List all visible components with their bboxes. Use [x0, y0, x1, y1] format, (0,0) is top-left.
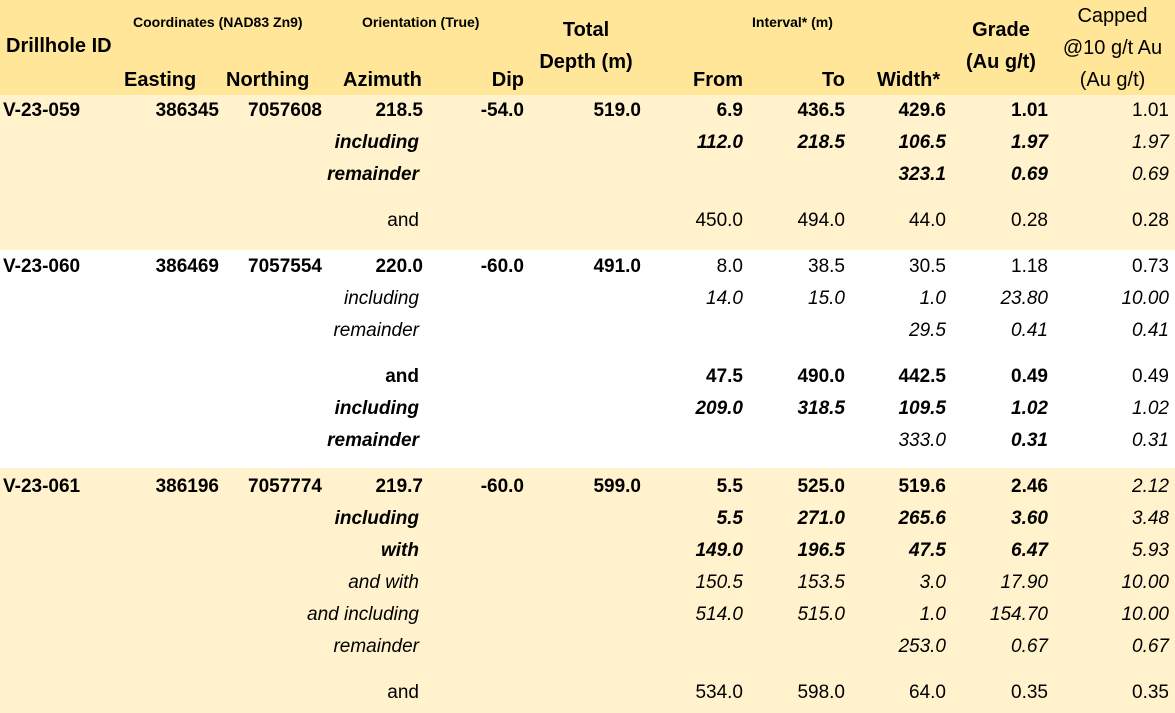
cell-to: 196.5 — [797, 540, 845, 561]
cell-azimuth: 219.7 — [375, 476, 423, 497]
cell-dip: -54.0 — [480, 100, 524, 121]
cell-from: 6.9 — [716, 100, 743, 121]
cell-width: 519.6 — [898, 476, 946, 497]
cell-label: remainder — [327, 430, 419, 451]
header-azimuth: Azimuth — [343, 69, 422, 91]
cell-capped: 2.12 — [1132, 476, 1169, 497]
cell-from: 5.5 — [716, 508, 743, 529]
cell-label: and — [387, 210, 419, 231]
cell-to: 271.0 — [797, 508, 845, 529]
cell-from: 534.0 — [695, 682, 743, 703]
cell-easting: 386345 — [155, 100, 219, 121]
cell-label: remainder — [327, 164, 419, 185]
cell-grade: 1.02 — [1011, 398, 1048, 419]
cell-to: 218.5 — [797, 132, 845, 153]
cell-label: including — [344, 288, 419, 309]
header-depth: Depth (m) — [539, 51, 633, 73]
header-easting: Easting — [124, 69, 197, 91]
header-grade: Grade — [972, 19, 1030, 41]
cell-capped: 0.41 — [1132, 320, 1169, 341]
cell-width: 64.0 — [909, 682, 946, 703]
cell-width: 1.0 — [919, 288, 946, 309]
header-grade-unit: (Au g/t) — [966, 51, 1036, 73]
cell-to: 38.5 — [808, 256, 845, 277]
cell-from: 450.0 — [695, 210, 743, 231]
cell-easting: 386469 — [155, 256, 219, 277]
header-total: Total — [562, 19, 610, 41]
cell-from: 5.5 — [716, 476, 743, 497]
cell-capped: 0.35 — [1132, 682, 1169, 703]
cell-northing: 7057774 — [248, 476, 322, 497]
cell-width: 109.5 — [898, 398, 946, 419]
cell-to: 153.5 — [797, 572, 845, 593]
cell-width: 323.1 — [898, 164, 946, 185]
header-dip: Dip — [491, 69, 524, 91]
cell-northing: 7057608 — [248, 100, 322, 121]
cell-grade: 2.46 — [1011, 476, 1048, 497]
cell-width: 265.6 — [898, 508, 946, 529]
cell-label: remainder — [333, 636, 419, 657]
header-capped: Capped — [1077, 5, 1148, 27]
cell-to: 490.0 — [797, 366, 845, 387]
header-northing: Northing — [226, 69, 310, 91]
cell-capped: 0.49 — [1132, 366, 1169, 387]
cell-capped: 0.73 — [1132, 256, 1169, 277]
cell-from: 514.0 — [695, 604, 743, 625]
cell-capped: 0.69 — [1132, 164, 1169, 185]
cell-grade: 0.35 — [1011, 682, 1048, 703]
header-orientation: Orientation (True) — [362, 14, 480, 30]
cell-capped: 0.28 — [1132, 210, 1169, 231]
cell-grade: 6.47 — [1011, 540, 1048, 561]
cell-from: 14.0 — [706, 288, 743, 309]
cell-label: and — [387, 682, 419, 703]
cell-width: 333.0 — [898, 430, 946, 451]
cell-depth: 599.0 — [593, 476, 641, 497]
header-interval: Interval* (m) — [752, 14, 833, 30]
cell-to: 525.0 — [797, 476, 845, 497]
cell-grade: 0.69 — [1011, 164, 1048, 185]
cell-grade: 1.01 — [1011, 100, 1048, 121]
header-capped-unit: (Au g/t) — [1079, 69, 1146, 91]
cell-capped: 0.67 — [1132, 636, 1169, 657]
header-drillhole-id: Drillhole ID — [6, 35, 112, 57]
cell-width: 253.0 — [898, 636, 946, 657]
cell-label: and including — [307, 604, 419, 625]
cell-capped: 5.93 — [1132, 540, 1169, 561]
cell-width: 30.5 — [909, 256, 946, 277]
cell-hole: V-23-059 — [3, 100, 81, 121]
cell-width: 442.5 — [898, 366, 946, 387]
header-capped-threshold: @10 g/t Au — [1062, 37, 1163, 59]
cell-from: 8.0 — [716, 256, 743, 277]
cell-grade: 0.49 — [1011, 366, 1048, 387]
cell-capped: 10.00 — [1121, 572, 1169, 593]
cell-width: 106.5 — [898, 132, 946, 153]
cell-capped: 0.31 — [1132, 430, 1169, 451]
cell-hole: V-23-061 — [3, 476, 81, 497]
cell-grade: 1.97 — [1011, 132, 1048, 153]
header-to: To — [822, 69, 845, 91]
cell-width: 3.0 — [919, 572, 946, 593]
cell-from: 112.0 — [696, 132, 743, 153]
cell-grade: 0.67 — [1011, 636, 1048, 657]
cell-hole: V-23-060 — [3, 256, 81, 277]
cell-northing: 7057554 — [248, 256, 322, 277]
cell-to: 436.5 — [797, 100, 845, 121]
cell-label: including — [334, 132, 419, 153]
cell-width: 1.0 — [919, 604, 946, 625]
cell-label: remainder — [333, 320, 419, 341]
cell-depth: 519.0 — [593, 100, 641, 121]
cell-from: 150.5 — [695, 572, 743, 593]
cell-width: 429.6 — [898, 100, 946, 121]
cell-from: 209.0 — [695, 398, 743, 419]
cell-label: including — [334, 508, 419, 529]
cell-grade: 23.80 — [1000, 288, 1048, 309]
cell-label: including — [334, 398, 419, 419]
cell-dip: -60.0 — [480, 256, 524, 277]
cell-grade: 3.60 — [1011, 508, 1048, 529]
cell-width: 44.0 — [909, 210, 946, 231]
cell-to: 494.0 — [797, 210, 845, 231]
cell-to: 318.5 — [797, 398, 845, 419]
cell-easting: 386196 — [155, 476, 219, 497]
cell-to: 15.0 — [808, 288, 845, 309]
cell-grade: 0.28 — [1011, 210, 1048, 231]
cell-label: with — [381, 540, 419, 561]
cell-azimuth: 218.5 — [375, 100, 423, 121]
cell-capped: 10.00 — [1121, 288, 1169, 309]
cell-grade: 0.41 — [1011, 320, 1048, 341]
cell-label: and — [385, 366, 419, 387]
cell-capped: 1.02 — [1132, 398, 1169, 419]
cell-capped: 1.97 — [1132, 132, 1169, 153]
cell-grade: 154.70 — [989, 604, 1048, 625]
header-width: Width* — [877, 69, 941, 91]
cell-from: 47.5 — [706, 366, 743, 387]
cell-width: 47.5 — [909, 540, 946, 561]
cell-capped: 3.48 — [1132, 508, 1169, 529]
cell-label: and with — [348, 572, 419, 593]
cell-to: 515.0 — [797, 604, 845, 625]
cell-depth: 491.0 — [593, 256, 641, 277]
cell-azimuth: 220.0 — [375, 256, 423, 277]
cell-grade: 0.31 — [1011, 430, 1048, 451]
header-coordinates: Coordinates (NAD83 Zn9) — [133, 14, 303, 30]
header-from: From — [693, 69, 743, 91]
cell-capped: 10.00 — [1121, 604, 1169, 625]
cell-from: 149.0 — [695, 540, 743, 561]
cell-grade: 17.90 — [1000, 572, 1048, 593]
cell-to: 598.0 — [797, 682, 845, 703]
cell-width: 29.5 — [909, 320, 946, 341]
cell-dip: -60.0 — [480, 476, 524, 497]
cell-capped: 1.01 — [1132, 100, 1169, 121]
cell-grade: 1.18 — [1011, 256, 1048, 277]
